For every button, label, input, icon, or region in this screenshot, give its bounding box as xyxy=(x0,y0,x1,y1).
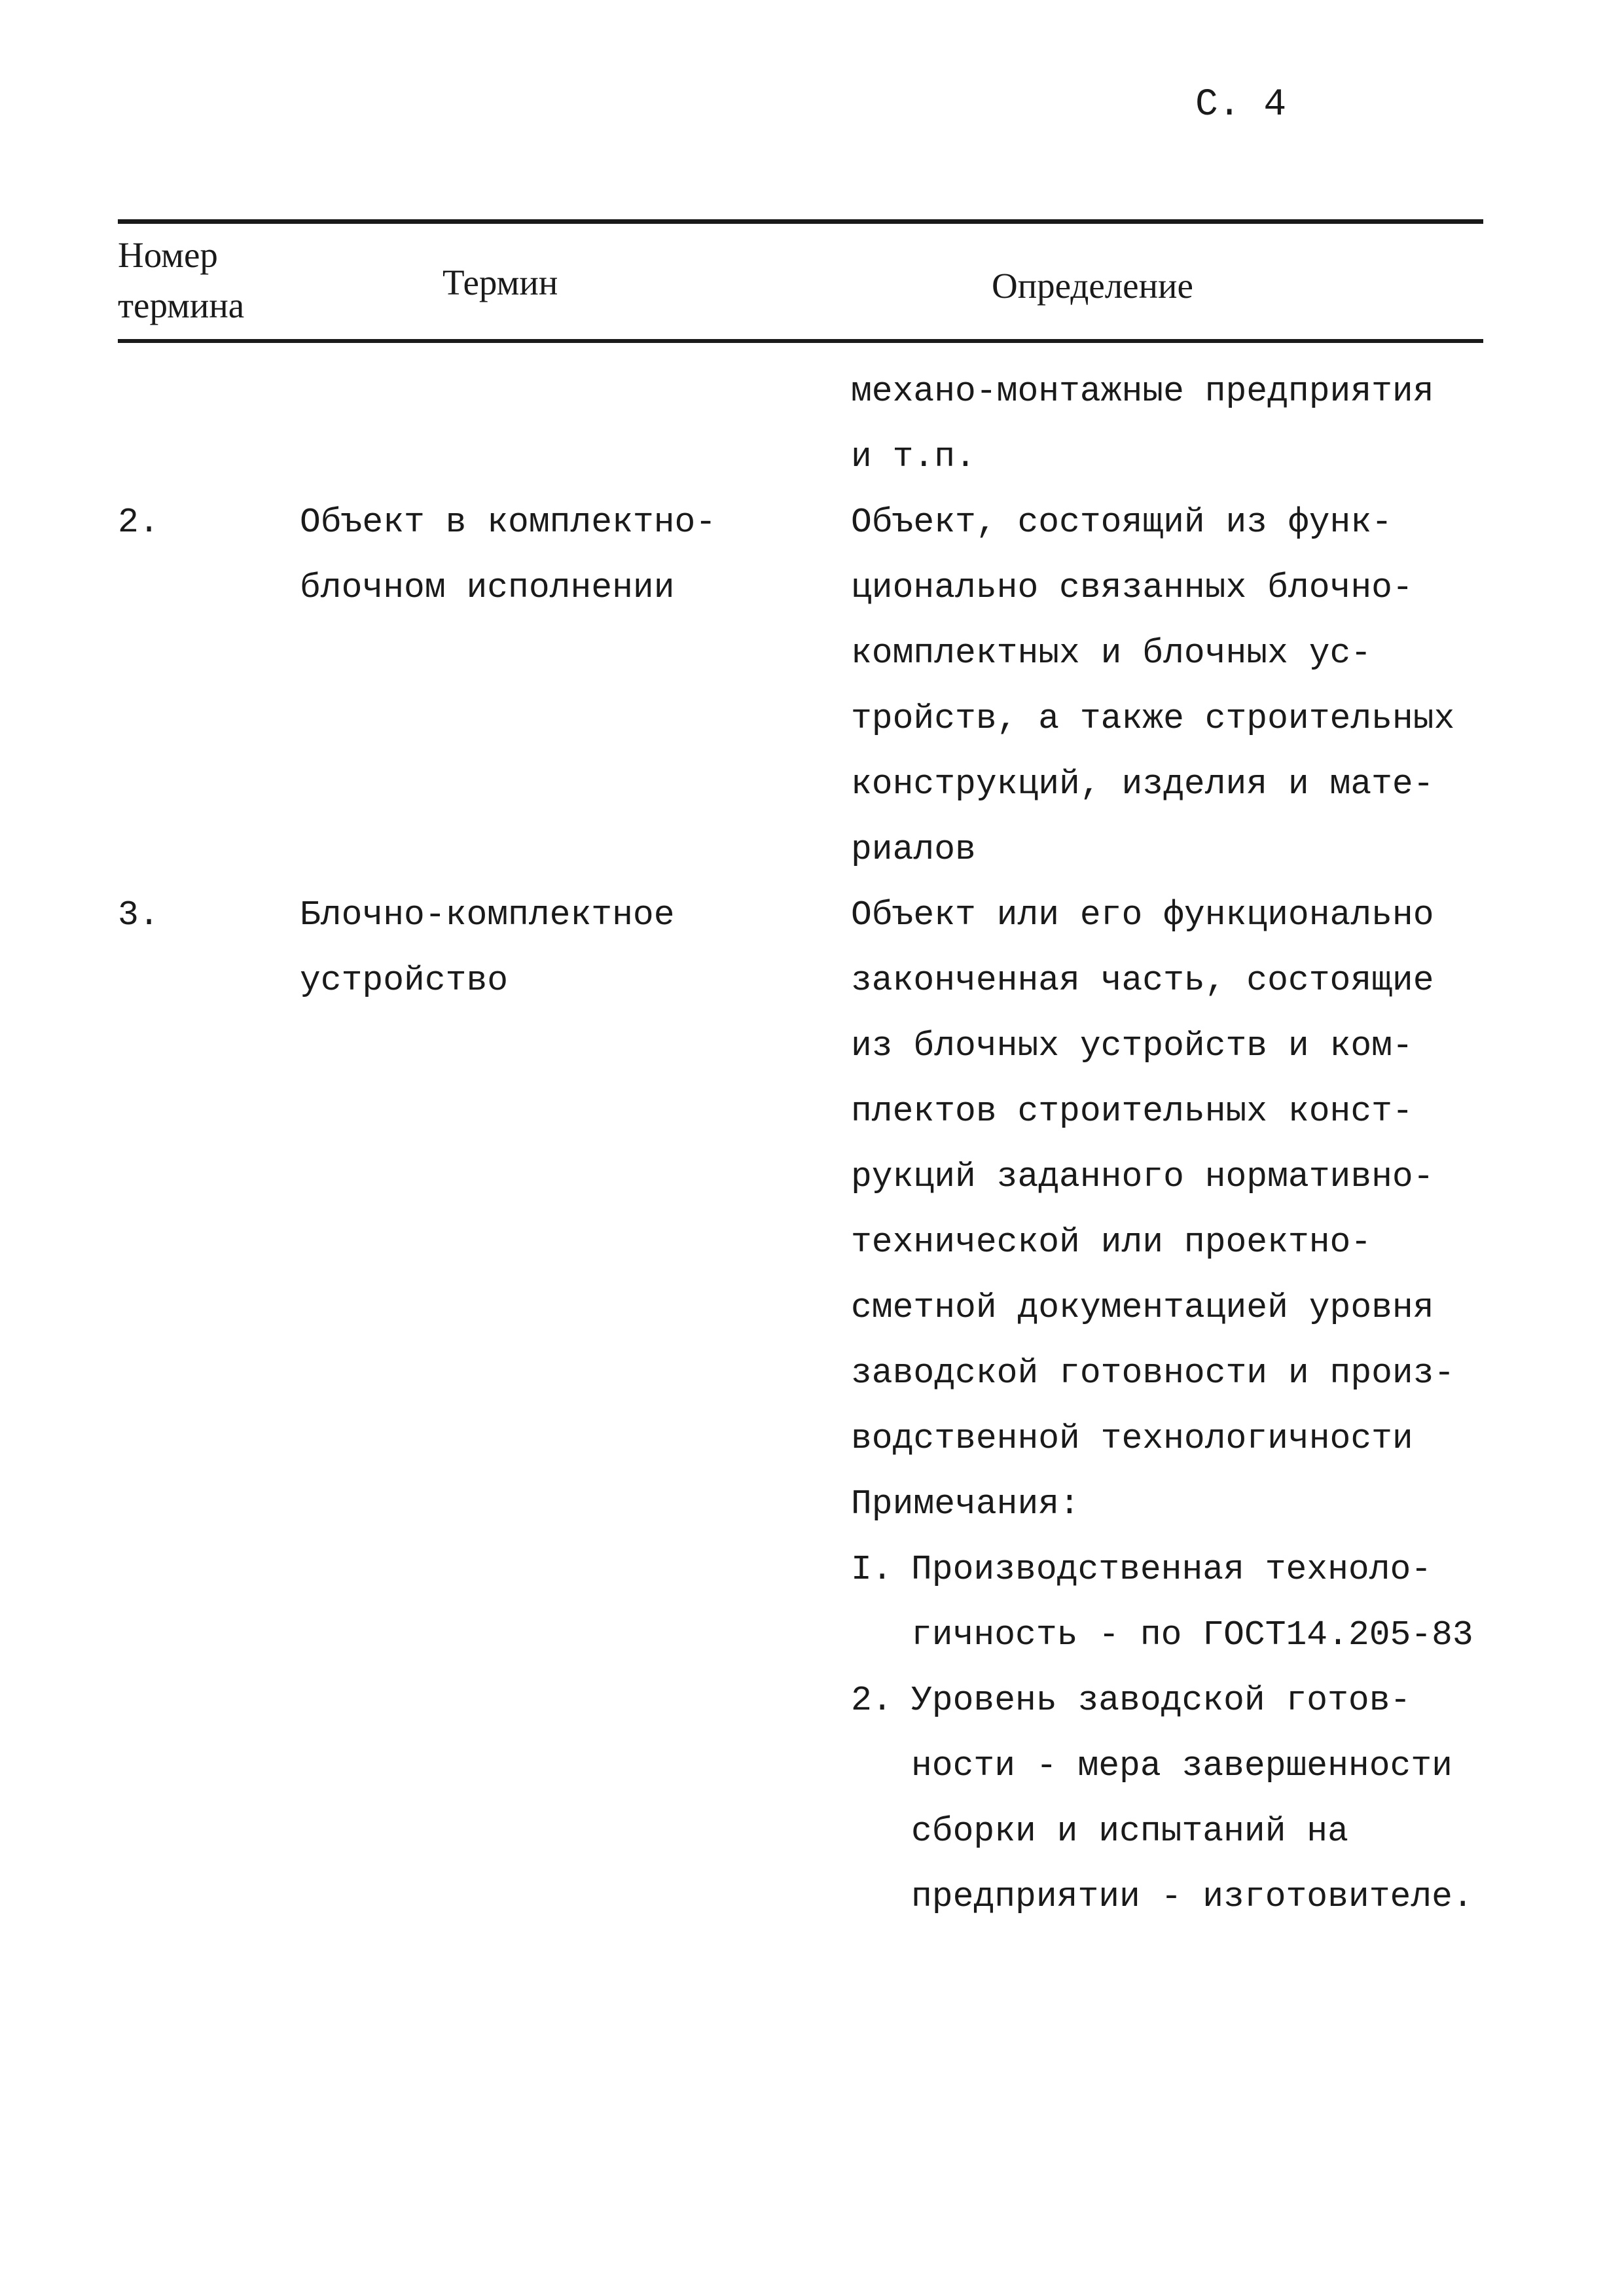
definition-line: тройств, а также строительных xyxy=(851,699,1455,738)
definition-line: риалов xyxy=(851,830,976,869)
definition-line: Объект или его функционально xyxy=(851,895,1434,935)
notes-title: Примечания: xyxy=(851,1484,1080,1524)
page-number: С. 4 xyxy=(1195,84,1287,126)
header-number-line2: термина xyxy=(118,285,245,325)
table-header-rule xyxy=(118,339,1483,343)
note-line: предприятии - изготовителе. xyxy=(911,1877,1473,1916)
note-line: сборки и испытаний на xyxy=(911,1812,1348,1851)
term-number: 3. xyxy=(118,895,160,935)
definition-line: из блочных устройств и ком- xyxy=(851,1026,1413,1066)
note-line: Уровень заводской готов- xyxy=(911,1681,1411,1720)
term-name-line: устройство xyxy=(300,961,509,1000)
term-name-line: Блочно-комплектное xyxy=(300,895,675,935)
definition-line: комплектных и блочных ус- xyxy=(851,634,1372,673)
definition-line: технической или проектно- xyxy=(851,1223,1372,1262)
term-name-line: Объект в комплектно- xyxy=(300,503,717,542)
note-line: ности - мера завершенности xyxy=(911,1746,1453,1785)
definition-line: Объект, состоящий из функ- xyxy=(851,503,1392,542)
definition-line: рукций заданного нормативно- xyxy=(851,1157,1434,1196)
definition-line: плектов строительных конст- xyxy=(851,1092,1413,1131)
note-line: гичность - по ГОСТ14.205-83 xyxy=(911,1615,1473,1655)
term-name-line: блочном исполнении xyxy=(300,568,675,607)
continuation-line: и т.п. xyxy=(851,437,976,476)
header-term: Термин xyxy=(442,262,558,302)
header-number-line1: Номер xyxy=(118,235,218,275)
term-number: 2. xyxy=(118,503,160,542)
note-marker: I. xyxy=(851,1550,893,1589)
definition-line: водственной технологичности xyxy=(851,1419,1413,1458)
header-definition: Определение xyxy=(992,266,1193,306)
definition-line: заводской готовности и произ- xyxy=(851,1354,1455,1393)
note-marker: 2. xyxy=(851,1681,893,1720)
note-line: Производственная техноло- xyxy=(911,1550,1432,1589)
definition-line: сметной документацией уровня xyxy=(851,1288,1434,1327)
continuation-line: механо-монтажные предприятия xyxy=(851,372,1434,411)
definition-line: конструкций, изделия и мате- xyxy=(851,764,1434,804)
definition-line: ционально связанных блочно- xyxy=(851,568,1413,607)
definition-line: законченная часть, состоящие xyxy=(851,961,1434,1000)
table-top-rule xyxy=(118,219,1483,224)
